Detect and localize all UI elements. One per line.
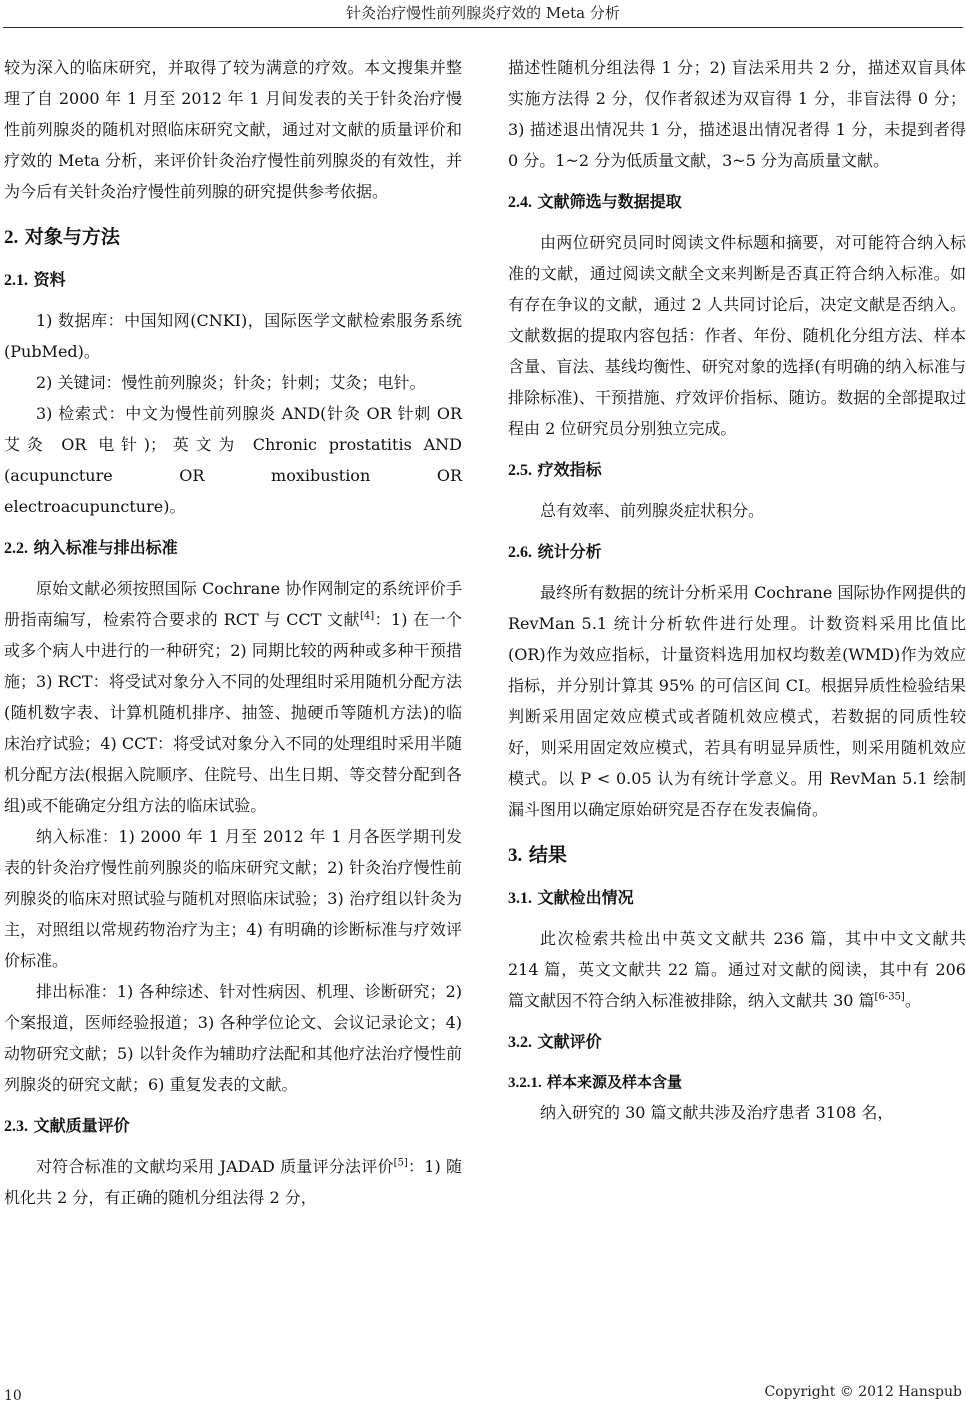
section-number: 3.1. xyxy=(508,890,532,907)
copyright: Copyright © 2012 Hanspub xyxy=(764,1384,962,1400)
section-2-3-heading xyxy=(4,1111,462,1142)
paragraph xyxy=(4,573,462,821)
paragraph xyxy=(4,1151,462,1213)
section-number: 2. xyxy=(4,227,19,248)
paragraph: 描述性随机分组法得 1 分；2) 盲法采用共 2 分，描述双盲具体实施方法得 2 分，仅作者叙述为双盲得 1 分，非盲法得 0 分；3) 描述退出情况共 1 分，描述退出情况者得 1 分，未提到者得 0 分。1~2 分为低质量文献，3~5 分为高质量文献。 xyxy=(508,58,966,170)
section-number: 2.4. xyxy=(508,194,532,211)
section-2-1-heading xyxy=(4,265,462,296)
header-rule xyxy=(3,27,963,28)
right-column xyxy=(508,52,966,1128)
section-2-2-heading xyxy=(4,533,462,564)
section-title: 结果 xyxy=(528,844,567,866)
section-number: 2.6. xyxy=(508,544,532,561)
left-column xyxy=(4,52,462,1213)
paragraph: 总有效率、前列腺炎症状积分。 xyxy=(540,501,765,520)
paragraph xyxy=(508,923,966,1016)
page-number: 10 xyxy=(4,1388,22,1404)
section-title: 文献质量评价 xyxy=(33,1116,130,1135)
section-title: 统计分析 xyxy=(537,542,602,561)
section-title: 文献检出情况 xyxy=(537,888,634,907)
citation: [6-35] xyxy=(874,991,905,1003)
text: 。 xyxy=(904,991,921,1010)
section-title: 文献评价 xyxy=(537,1032,602,1051)
section-title: 纳入标准与排出标准 xyxy=(33,538,178,557)
citation: [5] xyxy=(393,1157,408,1169)
section-number: 2.5. xyxy=(508,462,532,479)
section-number: 2.3. xyxy=(4,1118,28,1135)
text: 原始文献必须按照国际 Cochrane 协作网制定的系统评价手册指南编写，检索符合要求的 RCT 与 CCT 文献 xyxy=(4,579,462,629)
paragraph: 2) 关键词：慢性前列腺炎；针灸；针刺；艾灸；电针。 xyxy=(36,373,426,392)
section-title: 疗效指标 xyxy=(537,460,602,479)
section-number: 3.2.1. xyxy=(508,1075,542,1091)
paragraph: 排出标准：1) 各种综述、针对性病因、机理、诊断研究；2) 个案报道，医师经验报道；3) 各种学位论文、会议记录论文；4) 动物研究文献；5) 以针灸作为辅助疗法配和其他疗法治疗慢性前列腺炎的研究文献；6) 重复发表的文献。 xyxy=(4,982,462,1094)
citation: [4] xyxy=(359,610,375,622)
section-title: 对象与方法 xyxy=(24,226,120,248)
section-title: 样本来源及样本含量 xyxy=(546,1073,682,1091)
section-3-2-1-heading xyxy=(508,1068,966,1097)
paragraph: 1) 数据库：中国知网(CNKI)，国际医学文献检索服务系统(PubMed)。 xyxy=(4,311,462,361)
section-2-6-heading xyxy=(508,537,966,568)
section-2-5-heading xyxy=(508,455,966,486)
section-3-2-heading xyxy=(508,1027,966,1058)
paragraph: 最终所有数据的统计分析采用 Cochrane 国际协作网提供的 RevMan 5.1 统计分析软件进行处理。计数资料采用比值比(OR)作为效应指标，计量资料选用加权均数差(WMD)作为效应指标，并分别计算其 95% 的可信区间 CI。根据异质性检验结果判断采用固定效应模式或者随机效应模式，若数据的同质性较好，则采用固定效应模式，若具有明显异质性，则采用随机效应模式。以 P < 0.05 认为有统计学意义。用 RevMan 5.1 绘制漏斗图用以确定原始研究是否存在发表偏倚。 xyxy=(508,583,966,819)
paragraph: 纳入研究的 30 篇文献共涉及治疗患者 3108 名， xyxy=(540,1103,894,1122)
section-3-1-heading xyxy=(508,883,966,914)
running-head: 针灸治疗慢性前列腺炎疗效的 Meta 分析 xyxy=(346,4,620,22)
section-number: 2.2. xyxy=(4,540,28,557)
section-title: 资料 xyxy=(33,270,66,289)
paragraph: 纳入标准：1) 2000 年 1 月至 2012 年 1 月各医学期刊发表的针灸治疗慢性前列腺炎的临床研究文献；2) 针灸治疗慢性前列腺炎的临床对照试验与随机对照临床试验；3) 治疗组以针灸为主，对照组以常规药物治疗为主；4) 有明确的诊断标准与疗效评价标准。 xyxy=(4,827,462,970)
section-title: 文献筛选与数据提取 xyxy=(537,192,682,211)
text: ：1) 随机化共 2 分，有正确的随机分组法得 2 分， xyxy=(4,1157,462,1207)
text: ：1) 在一个或多个病人中进行的一种研究；2) 同期比较的两种或多种干预措施；3) RCT：将受试对象分入不同的处理组时采用随机分配方法(随机数字表、计算机随机排序、抽签、抛硬币等随机方法)的临床治疗试验；4) CCT：将受试对象分入不同的处理组时采用半随机分配方法(根据入院顺序、住院号、出生日期、等交替分配到各组)或不能确定分组方法的临床试验。 xyxy=(4,610,462,815)
section-number: 3. xyxy=(508,845,523,866)
section-2-heading xyxy=(4,221,462,254)
text: 此次检索共检出中英文文献共 236 篇，其中中文文献共 214 篇，英文文献共 22 篇。通过对文献的阅读，其中有 206 篇文献因不符合纳入标准被排除，纳入文献共 30 篇 xyxy=(508,929,966,1010)
paragraph: 3) 检索式：中文为慢性前列腺炎 AND(针灸 OR 针刺 OR 艾灸 OR 电针)；英文为 Chronic prostatitis AND (acupuncture OR moxibustion OR electroacupuncture)。 xyxy=(4,404,462,516)
section-3-heading xyxy=(508,839,966,872)
intro-paragraph: 较为深入的临床研究，并取得了较为满意的疗效。本文搜集并整理了自 2000 年 1 月至 2012 年 1 月间发表的关于针灸治疗慢性前列腺炎的随机对照临床研究文献，通过对文献的质量评价和疗效的 Meta 分析，来评价针灸治疗慢性前列腺炎的有效性，并为今后有关针灸治疗慢性前列腺的研究提供参考依据。 xyxy=(4,58,462,201)
section-2-4-heading xyxy=(508,187,966,218)
text: 对符合标准的文献均采用 JADAD 质量评分法评价 xyxy=(36,1157,394,1176)
paragraph: 由两位研究员同时阅读文件标题和摘要，对可能符合纳入标准的文献，通过阅读文献全文来判断是否真正符合纳入标准。如有存在争议的文献，通过 2 人共同讨论后，决定文献是否纳入。文献数据的提取内容包括：作者、年份、随机化分组方法、样本含量、盲法、基线均衡性、研究对象的选择(有明确的纳入标准与排除标准)、干预措施、疗效评价指标、随访。数据的全部提取过程由 2 位研究员分别独立完成。 xyxy=(508,233,966,438)
section-number: 3.2. xyxy=(508,1034,532,1051)
section-number: 2.1. xyxy=(4,272,28,289)
